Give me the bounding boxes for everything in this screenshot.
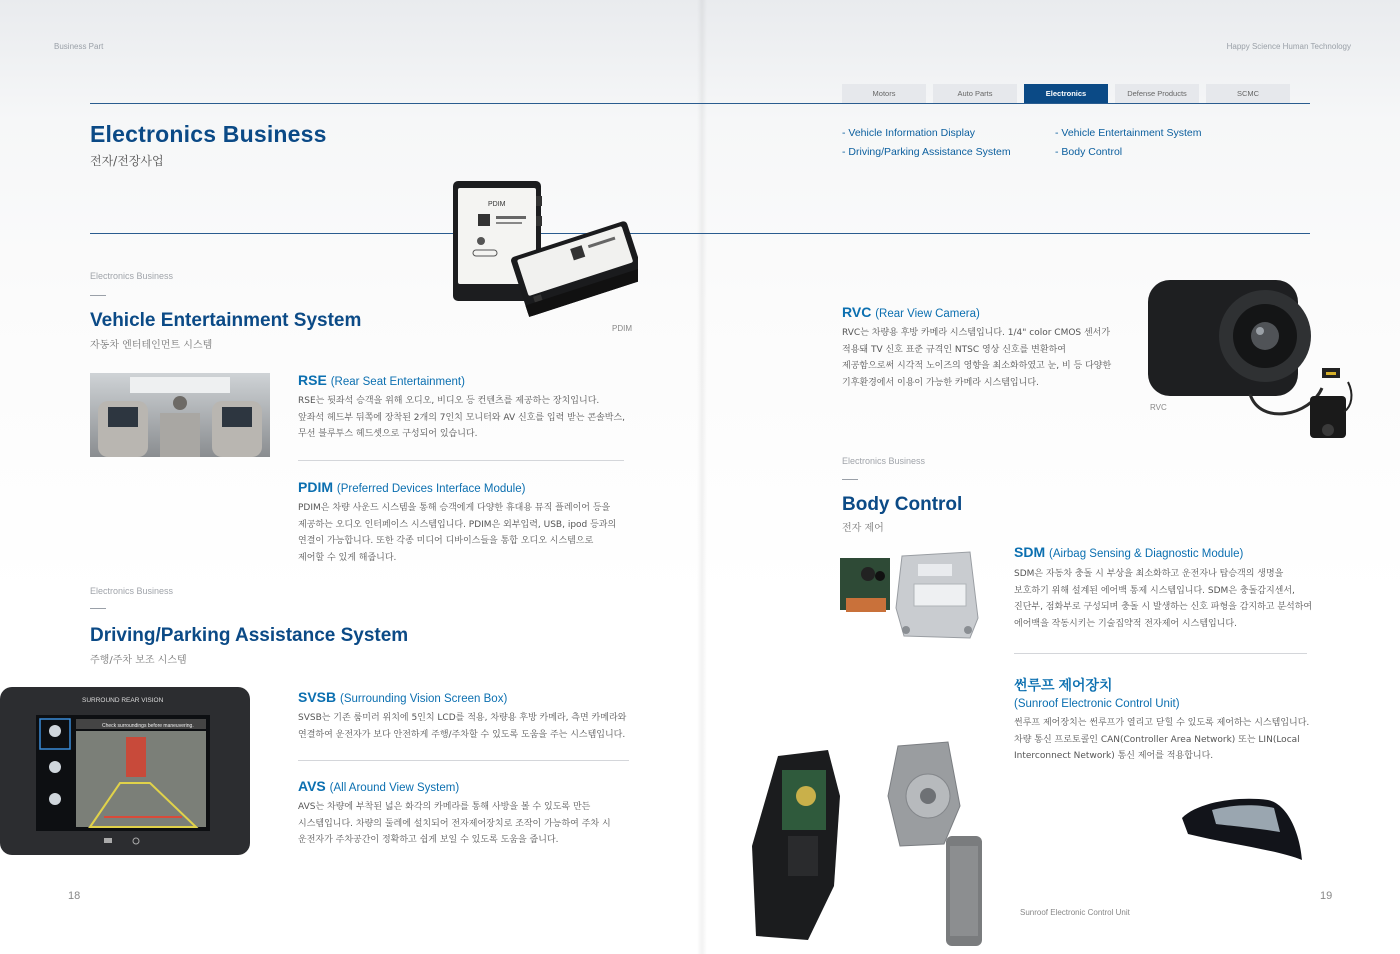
body-dash: [842, 479, 858, 480]
mid-rule: [90, 233, 1310, 234]
body-section-label: Electronics Business: [842, 456, 926, 466]
rvc-caption: RVC: [1150, 403, 1167, 412]
sdm-line: 에어백을 작동시키는 기술집약적 전자제어 시스템입니다.: [1014, 618, 1237, 629]
tab-auto-parts[interactable]: Auto Parts: [933, 84, 1017, 103]
rse-title: [298, 372, 465, 388]
rse-description: [298, 393, 625, 443]
sdm-module-image: [838, 548, 994, 640]
sdm-name: SDM: [1014, 544, 1046, 560]
tab-electronics[interactable]: Electronics: [1024, 84, 1108, 103]
svsb-title: [298, 689, 507, 705]
pdim-line: 제공하는 오디오 인터페이스 시스템입니다. PDIM은 외부입력, USB, ipod 등과의: [298, 519, 617, 530]
rvc-line: RVC는 차량용 후방 카메라 시스템입니다. 1/4" color CMOS 센서가: [842, 328, 1111, 338]
rse-car-interior-image: [90, 373, 270, 457]
avs-name: AVS: [298, 778, 326, 794]
pdim-name: PDIM: [298, 479, 333, 495]
pdim-line: 제어할 수 있게 해줍니다.: [298, 552, 397, 563]
page-title: Electronics Business: [90, 121, 327, 147]
svsb-name: SVSB: [298, 689, 337, 705]
sunroof-title-kr: 썬루프 제어장치: [1014, 677, 1113, 693]
tab-motors[interactable]: Motors: [842, 84, 926, 103]
rse-name: RSE: [298, 372, 327, 388]
rvc-line: 적용돼 TV 신호 표준 규격인 NTSC 영상 신호를 변환하여: [842, 344, 1066, 355]
rse-separator: [298, 460, 624, 461]
pdim-title: [298, 479, 525, 495]
sunroof-ecu-image: [748, 736, 1010, 952]
avs-paren: (All Around View System): [329, 782, 460, 794]
rvc-camera-image: [1140, 276, 1360, 448]
category-ves: - Vehicle Entertainment System: [1055, 127, 1202, 139]
ves-section-label: Electronics Business: [90, 271, 174, 281]
rse-line: RSE는 뒷좌석 승객을 위해 오디오, 비디오 등 컨텐츠를 제공하는 장치입니다.: [298, 396, 600, 406]
svsb-brand-text: SURROUND REAR VISION: [82, 697, 164, 704]
header-left: Business Part: [54, 42, 104, 51]
rvc-paren: (Rear View Camera): [875, 308, 980, 320]
category-dpas: - Driving/Parking Assistance System: [842, 146, 1011, 158]
dpas-subtitle: 주행/주차 보조 시스템: [90, 655, 187, 666]
dpas-section-label: Electronics Business: [90, 586, 174, 596]
avs-line: 시스템입니다. 차량의 둘레에 설치되어 전자제어장치로 조작이 가능하여 주차 시: [298, 818, 611, 829]
sunroof-line: 썬루프 제어장치는 썬루프가 열리고 닫힐 수 있도록 제어하는 시스템입니다.: [1014, 718, 1310, 728]
svsb-line: 연결하여 운전자가 보다 안전하게 주행/주차할 수 있도록 도움을 주는 시스템입니다.: [298, 729, 626, 740]
svsb-screen-message: Check surroundings before maneuvering.: [102, 723, 194, 729]
rvc-line: 제공함으로써 시각적 노이즈의 영향을 최소화하였고 눈, 비 등 다양한: [842, 361, 1112, 371]
pdim-caption: PDIM: [612, 324, 632, 333]
dpas-title: Driving/Parking Assistance System: [90, 625, 409, 646]
sunroof-paren: (Sunroof Electronic Control Unit): [1014, 698, 1180, 710]
pdim-device-label: PDIM: [488, 201, 506, 208]
sdm-description: [1014, 566, 1312, 632]
pdim-device-image: [448, 176, 638, 356]
body-subtitle: 전자 제어: [842, 523, 884, 534]
category-body: - Body Control: [1055, 146, 1123, 158]
page-number-right: 19: [1320, 890, 1333, 902]
category-vid: - Vehicle Information Display: [842, 127, 976, 139]
ves-dash: [90, 295, 106, 296]
sunroof-line: Interconnect Network) 통신 제어를 적용합니다.: [1014, 751, 1214, 761]
page-subtitle: 전자/전장사업: [90, 154, 164, 168]
page-number-left: 18: [68, 890, 81, 902]
avs-line: 운전자가 주차공간이 정확하고 쉽게 보일 수 있도록 도움을 줍니다.: [298, 835, 559, 845]
svsb-separator: [298, 760, 629, 761]
top-rule: [90, 103, 1310, 104]
dpas-dash: [90, 608, 106, 609]
svsb-description: [298, 710, 626, 743]
rvc-description: [842, 325, 1111, 391]
avs-description: [298, 799, 611, 849]
header-right: Happy Science Human Technology: [1226, 42, 1351, 51]
pdim-line: PDIM은 차량 사운드 시스템을 통해 승객에게 다양한 휴대용 뮤직 플레이어 등을: [298, 503, 611, 513]
tab-scmc[interactable]: SCMC: [1206, 84, 1290, 103]
svsb-line: SVSB는 기존 룸미러 위치에 5인치 LCD를 적용, 차량용 후방 카메라, 측면 카메라와: [298, 713, 627, 723]
rse-line: 무선 블루투스 헤드셋으로 구성되어 있습니다.: [298, 429, 478, 439]
sdm-line: 진단부, 점화부로 구성되며 충돌 시 발생하는 신호 파형을 감지하고 분석하여: [1014, 602, 1313, 612]
rvc-line: 기후환경에서 이용이 가능한 카메라 시스템입니다.: [842, 377, 1039, 388]
avs-title: [298, 778, 459, 794]
sunroof-title-en: [1014, 694, 1180, 710]
sdm-line: SDM은 자동차 충돌 시 부상을 최소화하고 운전자나 탑승객의 생명을: [1014, 569, 1284, 579]
body-title: Body Control: [842, 494, 963, 515]
sdm-line: 보호하기 위해 설계된 에어백 통제 시스템입니다. SDM은 충돌감지센서,: [1014, 585, 1295, 596]
tab-defense-products[interactable]: Defense Products: [1115, 84, 1199, 103]
sunroof-line: 차량 통신 프로토콜인 CAN(Controller Area Network) 또는 LIN(Local: [1014, 734, 1300, 745]
sunroof-description: [1014, 715, 1309, 765]
pdim-description: [298, 500, 616, 566]
sunroof-caption: Sunroof Electronic Control Unit: [1020, 908, 1130, 917]
ves-subtitle: 자동차 엔터테인먼트 시스템: [90, 340, 213, 351]
sdm-paren: (Airbag Sensing & Diagnostic Module): [1049, 548, 1244, 560]
avs-line: AVS는 차량에 부착된 넓은 화각의 카메라를 통해 사방을 볼 수 있도록 만든: [298, 802, 591, 812]
svsb-device-image: [0, 687, 252, 857]
sdm-separator: [1014, 653, 1307, 654]
sdm-title: [1014, 544, 1243, 560]
rse-paren: (Rear Seat Entertainment): [330, 376, 465, 388]
rse-line: 앞좌석 헤드부 뒤쪽에 장착된 2개의 7인치 모니터와 AV 신호를 입력 받는 콘솔박스,: [298, 412, 626, 423]
ves-title: Vehicle Entertainment System: [90, 310, 362, 331]
pdim-line: 연결이 가능합니다. 또한 각종 미디어 디바이스들을 통합 오디오 시스템으로: [298, 536, 594, 546]
pdim-paren: (Preferred Devices Interface Module): [336, 483, 526, 495]
sunroof-glass-image: [1178, 794, 1306, 866]
rvc-title: [842, 304, 980, 320]
rvc-name: RVC: [842, 304, 872, 320]
page-spine: [697, 0, 707, 954]
category-tabs: [842, 84, 1297, 103]
svsb-paren: (Surrounding Vision Screen Box): [340, 693, 508, 705]
